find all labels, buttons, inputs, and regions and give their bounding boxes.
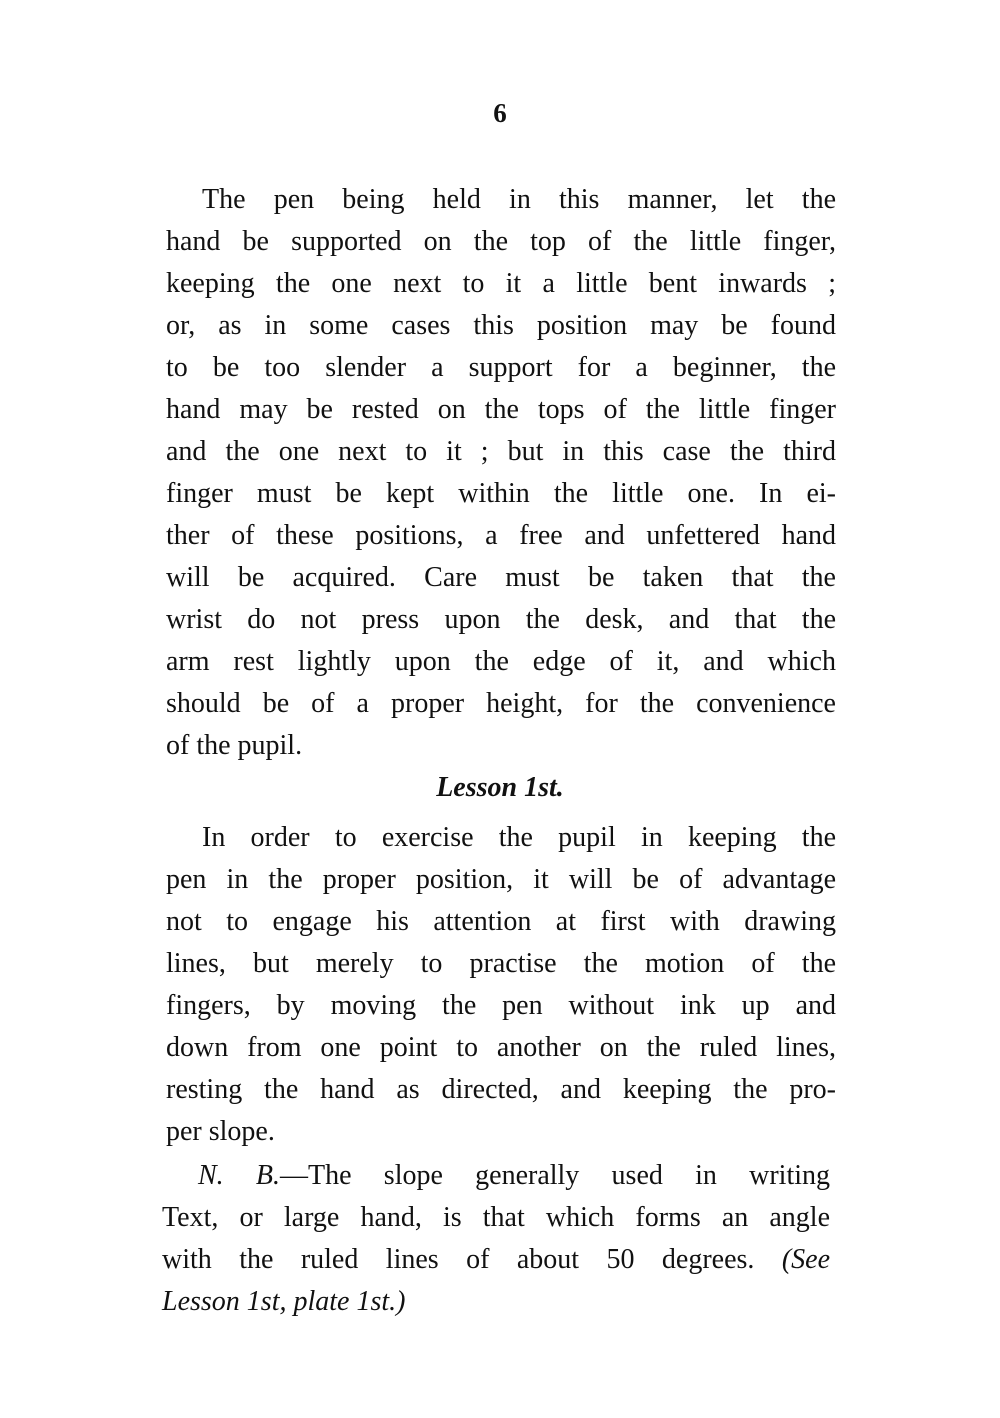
text-line: and the one next to it ; but in this case the third bbox=[166, 436, 836, 467]
nb-text-plain: with the ruled lines of about 50 degrees. bbox=[162, 1244, 755, 1275]
text-line: not to engage his attention at first with drawing bbox=[166, 906, 836, 937]
text-line: In order to exercise the pupil in keeping the bbox=[202, 822, 836, 853]
nb-label: N. B. bbox=[198, 1160, 281, 1191]
text-line: should be of a proper height, for the convenience bbox=[166, 688, 836, 719]
lesson-heading: Lesson 1st. bbox=[436, 772, 564, 803]
text-line bbox=[162, 1239, 830, 1281]
text-line: finger must be kept within the little one. In ei- bbox=[166, 478, 836, 509]
text-line: hand be supported on the top of the little finger, bbox=[166, 226, 836, 257]
text-line: down from one point to another on the ruled lines, bbox=[166, 1032, 836, 1063]
text-line: resting the hand as directed, and keeping the pro- bbox=[166, 1074, 836, 1105]
text-line: Text, or large hand, is that which forms an angle bbox=[162, 1202, 830, 1233]
text-line: hand may be rested on the tops of the little finger bbox=[166, 394, 836, 425]
paragraph-pen-position bbox=[166, 179, 836, 767]
text-line: or, as in some cases this position may be found bbox=[166, 310, 836, 341]
text-line: wrist do not press upon the desk, and that the bbox=[166, 604, 836, 635]
text-line: per slope. bbox=[166, 1116, 275, 1147]
paragraph-lesson-exercise bbox=[166, 817, 836, 1153]
text-line: The pen being held in this manner, let the bbox=[202, 184, 836, 215]
page-number: 6 bbox=[493, 98, 507, 128]
paragraph-nota-bene bbox=[162, 1155, 830, 1323]
text-line: pen in the proper position, it will be of advantage bbox=[166, 864, 836, 895]
text-line bbox=[162, 1155, 830, 1197]
nb-text: —The slope generally used in writing bbox=[280, 1160, 831, 1191]
text-line: will be acquired. Care must be taken that the bbox=[166, 562, 836, 593]
text-line: lines, but merely to practise the motion of the bbox=[166, 948, 836, 979]
text-line: ther of these positions, a free and unfettered hand bbox=[166, 520, 836, 551]
text-line: arm rest lightly upon the edge of it, and which bbox=[166, 646, 836, 677]
text-line: Lesson 1st, plate 1st.) bbox=[162, 1286, 406, 1317]
text-line: of the pupil. bbox=[166, 730, 303, 761]
text-line: keeping the one next to it a little bent inwards ; bbox=[166, 268, 836, 299]
text-line: to be too slender a support for a beginner, the bbox=[166, 352, 836, 383]
text-line: fingers, by moving the pen without ink up and bbox=[166, 990, 836, 1021]
see-reference: (See bbox=[781, 1244, 830, 1275]
